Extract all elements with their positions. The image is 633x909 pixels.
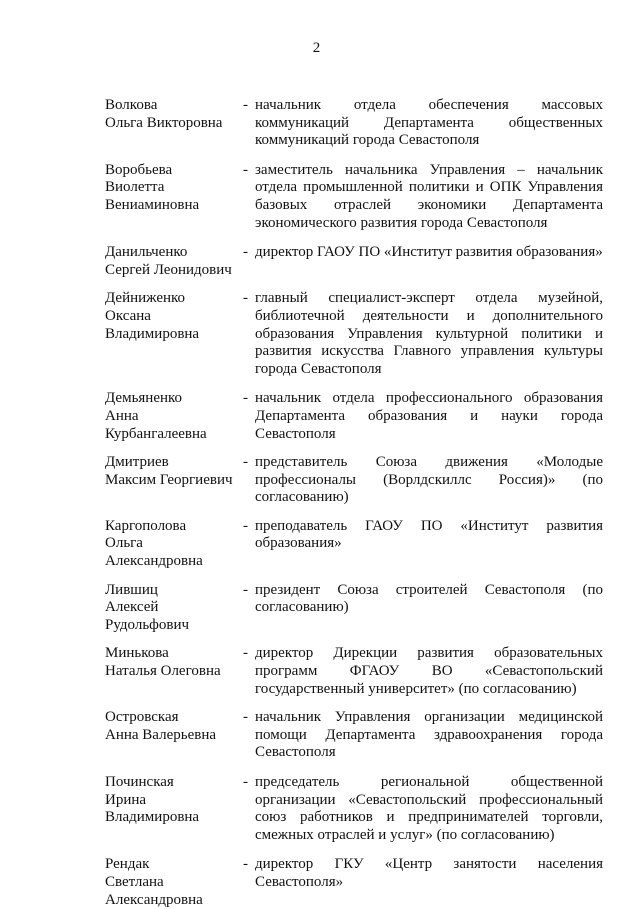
- member-name: [105, 774, 241, 844]
- member-name: [105, 454, 241, 507]
- member-name-line: Лившиц: [105, 581, 158, 598]
- member-name-line: Оксана: [105, 307, 151, 324]
- member-name-line: Волкова: [105, 97, 158, 113]
- member-role: директор ГКУ «Центр занятости населения Севастополя»: [255, 856, 603, 890]
- member-entry: [105, 645, 603, 698]
- member-entry: [105, 390, 603, 443]
- member-name-line: Анна: [105, 407, 139, 424]
- member-name: [105, 856, 241, 909]
- member-name-line: Рендак: [105, 856, 150, 873]
- member-list: [105, 97, 603, 909]
- member-name: [105, 709, 241, 762]
- member-name: [105, 97, 241, 150]
- member-name-line: Вениаминовна: [105, 196, 200, 213]
- member-name-line: Каргополова: [105, 517, 187, 534]
- member-name-line: Воробьева: [105, 161, 173, 178]
- member-entry: [105, 856, 603, 909]
- member-role: представитель Союза движения «Молодые профессионалы (Ворлдскиллс Россия)» (по согласованию): [255, 454, 603, 506]
- member-name-line: Демьяненко: [105, 390, 183, 407]
- separator-dash: -: [243, 290, 248, 307]
- member-name-line: Наталья Олеговна: [105, 663, 221, 680]
- member-name-line: Ирина: [105, 791, 147, 808]
- separator-dash: -: [243, 645, 248, 662]
- member-name-line: Ольга: [105, 535, 143, 552]
- member-entry: [105, 162, 603, 232]
- member-name-line: Данильченко: [105, 244, 188, 261]
- member-role: президент Союза строителей Севастополя (по согласованию): [255, 581, 603, 616]
- member-name-line: Владимировна: [105, 809, 200, 826]
- member-name: [105, 582, 241, 635]
- member-name: [105, 390, 241, 443]
- member-role: главный специалист-эксперт отдела музейной, библиотечной деятельности и дополнительного образования Управления культурной политики и развития искусства Главного управления культуры города Севастополя: [255, 290, 603, 377]
- member-entry: [105, 582, 603, 635]
- member-name-line: Дмитриев: [105, 454, 169, 471]
- member-name-line: Александровна: [105, 891, 203, 908]
- member-name-line: Курбангалеевна: [105, 425, 207, 442]
- separator-dash: -: [243, 454, 248, 471]
- member-name-line: Островская: [105, 709, 179, 726]
- member-role: начальник отдела профессионального образования Департамента образования и науки города Севастополя: [255, 390, 603, 442]
- member-name-line: Светлана: [105, 873, 164, 890]
- member-role: председатель региональной общественной организации «Севастопольский профессиональный союз работников и предпринимателей торговли, смежных отраслей и услуг» (по согласованию): [255, 774, 603, 843]
- separator-dash: -: [243, 774, 248, 790]
- member-name: [105, 290, 241, 378]
- page-number: 2: [312, 40, 321, 56]
- member-name-line: Владимировна: [105, 325, 200, 342]
- member-entry: [105, 244, 603, 279]
- member-name-line: Анна Валерьевна: [105, 726, 216, 743]
- member-name-line: Минькова: [105, 645, 169, 662]
- member-entry: [105, 290, 603, 378]
- separator-dash: -: [243, 581, 248, 598]
- separator-dash: -: [243, 709, 248, 726]
- member-name-line: Ольга Викторовна: [105, 114, 223, 131]
- member-name-line: Рудольфович: [105, 616, 190, 633]
- member-role: директор ГАОУ ПО «Институт развития образования»: [255, 244, 603, 261]
- member-name-line: Александровна: [105, 553, 203, 570]
- member-entry: [105, 454, 603, 507]
- separator-dash: -: [243, 856, 248, 873]
- separator-dash: -: [243, 161, 248, 178]
- member-entry: [105, 709, 603, 762]
- separator-dash: -: [243, 517, 248, 534]
- member-role: директор Дирекции развития образовательных программ ФГАОУ ВО «Севастопольский государственный университет» (по согласованию): [255, 645, 603, 697]
- separator-dash: -: [243, 244, 248, 261]
- member-name: [105, 518, 241, 571]
- separator-dash: -: [243, 390, 248, 407]
- separator-dash: -: [243, 97, 248, 113]
- member-name-line: Дейниженко: [105, 290, 186, 307]
- member-name: [105, 645, 241, 698]
- member-entry: [105, 774, 603, 844]
- member-name-line: Сергей Леонидович: [105, 261, 232, 278]
- member-name-line: Починская: [105, 774, 174, 790]
- member-name: [105, 162, 241, 232]
- member-name: [105, 244, 241, 279]
- member-entry: [105, 97, 603, 150]
- member-role: преподаватель ГАОУ ПО «Институт развития образования»: [255, 517, 603, 552]
- member-role: заместитель начальника Управления – начальник отдела промышленной политики и ОПК Управления базовых отраслей экономики Департамента экономического развития города Севастополя: [255, 161, 603, 231]
- member-role: начальник Управления организации медицинской помощи Департамента здравоохранения города Севастополя: [255, 709, 603, 761]
- member-name-line: Виолетта: [105, 179, 165, 196]
- member-role: начальник отдела обеспечения массовых коммуникаций Департамента общественных коммуникаций города Севастополя: [255, 97, 603, 149]
- member-entry: [105, 518, 603, 571]
- member-name-line: Максим Георгиевич: [105, 471, 233, 488]
- member-name-line: Алексей: [105, 599, 159, 616]
